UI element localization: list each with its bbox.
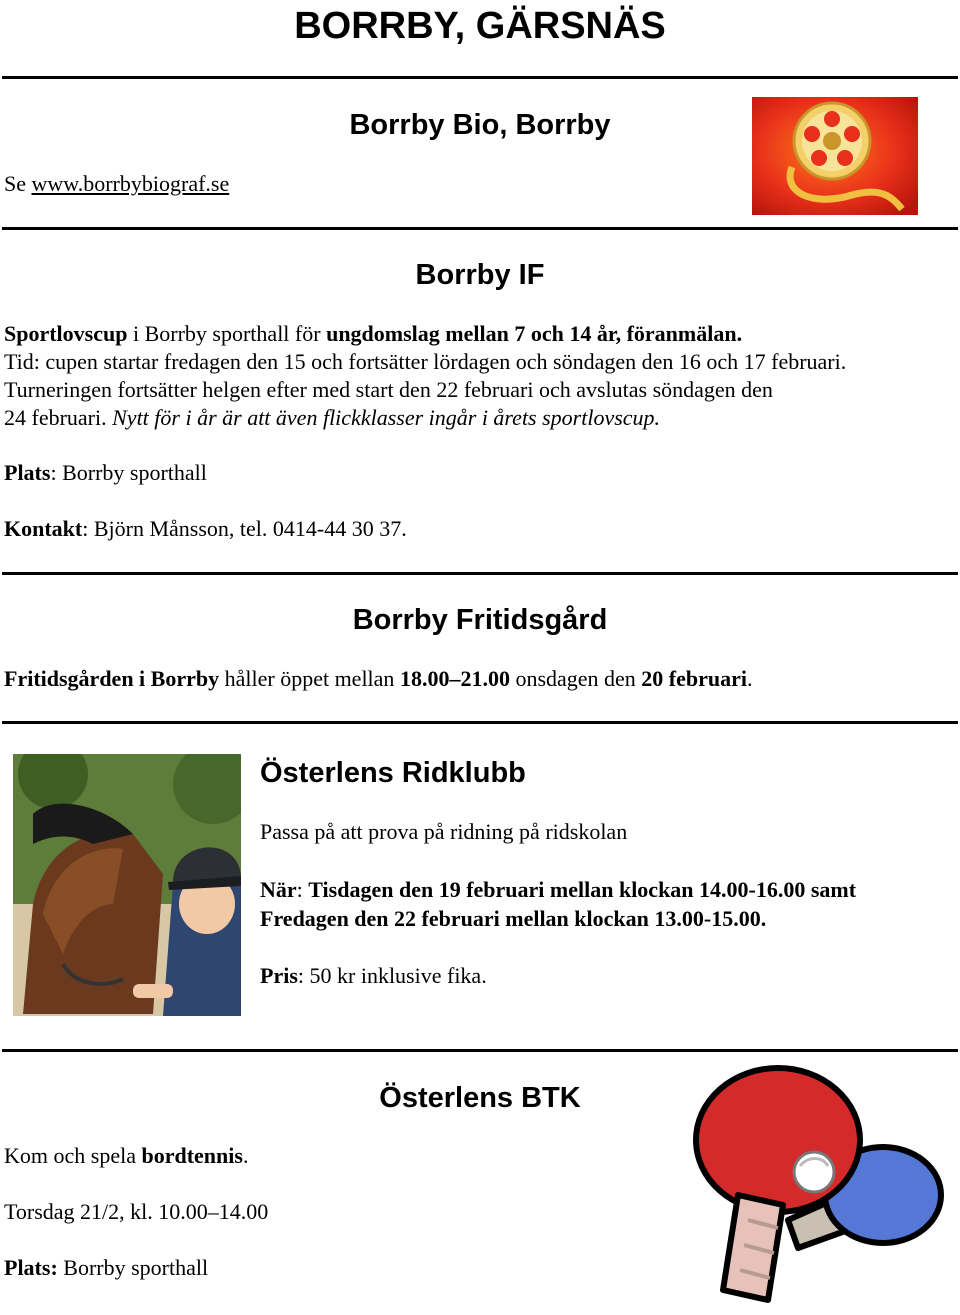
fritid-text [4,665,753,693]
divider [2,76,958,79]
fritid-heading: Borrby Fritidsgård [352,604,608,636]
rid-pris [260,962,487,990]
horse-rider-photo [13,754,241,1016]
fritid-t1: håller öppet mellan [219,666,400,691]
if-plats [4,459,207,487]
fritid-date: 20 februari [641,666,747,691]
fritid-t2: onsdagen den [509,666,642,691]
divider [2,1049,958,1052]
btk-sport: bordtennis [141,1143,243,1168]
nar-line-1: Tisdagen den 19 februari mellan klockan 14.00-16.00 samt [308,877,857,902]
divider [2,721,958,724]
fritid-t3: . [747,666,753,691]
kontakt-value: : Björn Månsson, tel. 0414-44 30 37. [82,516,407,541]
btk-date: Torsdag 21/2, kl. 10.00–14.00 [4,1199,269,1224]
rid-heading: Österlens Ridklubb [260,757,526,789]
plats-label: Plats [4,460,51,485]
divider [2,227,958,230]
pris-value: : 50 kr inklusive fika. [297,963,487,988]
pris-label: Pris [260,963,298,988]
bio-heading: Borrby Bio, Borrby [349,109,611,141]
page-title: BORRBY, GÄRSNÄS [294,5,666,47]
film-reel-icon [752,97,918,215]
btk-heading: Österlens BTK [379,1082,581,1114]
btk-plats [4,1254,208,1282]
rid-nar-line-2 [260,905,766,933]
bio-prefix: Se [4,171,32,196]
table-tennis-paddles-icon [688,1060,952,1310]
fritid-time: 18.00–21.00 [399,666,510,691]
btk-text [4,1142,248,1170]
plats-value: Borrby sporthall [57,1255,209,1280]
nar-label: När [260,877,297,902]
divider [2,572,958,575]
if-age-groups: ungdomslag mellan 7 och 14 år, föranmälan. [326,321,743,346]
bio-text [4,170,229,198]
plats-value: : Borrby sporthall [50,460,207,485]
bio-link[interactable]: www.borrbybiograf.se [31,171,230,196]
if-heading: Borrby IF [415,259,545,291]
if-line-3: Turneringen fortsätter helgen efter med start den 22 februari och avslutas söndagen den [4,377,773,402]
if-sportlovscup: Sportlovscup [4,321,128,346]
btk-t1: Kom och spela [4,1143,142,1168]
if-kontakt [4,515,407,543]
if-text: i Borrby sporthall för [127,321,327,346]
if-line-1 [4,320,742,348]
if-line-2: Tid: cupen startar fredagen den 15 och fortsätter lördagen och söndagen den 16 och 17 februari. [4,349,847,374]
nar-line-2: Fredagen den 22 februari mellan klockan 13.00-15.00. [260,906,767,931]
btk-t2: . [242,1143,249,1168]
fritid-place: Fritidsgården i Borrby [4,666,220,691]
if-text: 24 februari. [4,405,113,430]
if-line-4 [4,404,660,432]
rid-intro: Passa på att prova på ridning på ridskolan [260,819,628,844]
nar-sep: : [296,877,309,902]
plats-label: Plats: [4,1255,58,1280]
rid-nar-line-1 [260,876,856,904]
kontakt-label: Kontakt [4,516,83,541]
if-note: Nytt för i år är att även flickklasser ingår i årets sportlovscup. [112,405,661,430]
